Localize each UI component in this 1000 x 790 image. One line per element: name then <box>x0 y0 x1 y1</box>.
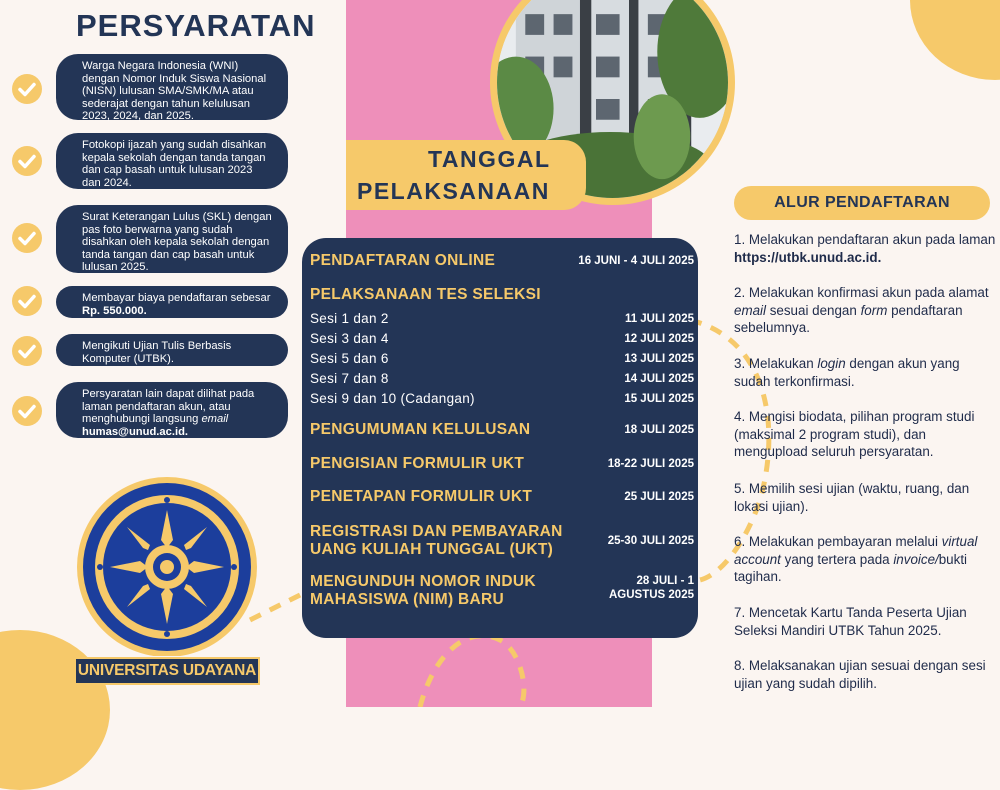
schedule-title-line2: PELAKSANAAN <box>357 178 550 204</box>
flow-title: ALUR PENDAFTARAN <box>734 186 990 220</box>
check-icon <box>12 74 42 104</box>
check-icon <box>12 336 42 366</box>
schedule-row-date: 15 JULI 2025 <box>624 393 694 405</box>
flow-step: 8. Melaksanakan ujian sesuai dengan sesi ujian yang sudah dipilih. <box>734 658 986 691</box>
requirement-text: Persyaratan lain dapat dilihat pada laman pendaftaran akun, atau menghubungi langsung email humas@unud.ac.id. <box>56 382 288 438</box>
schedule-row-label: MENGUNDUH NOMOR INDUK MAHASISWA (NIM) BARU <box>310 573 536 608</box>
requirement-text: Fotokopi ijazah yang sudah disahkan kepala sekolah dengan tanda tangan dan cap basah untuk lulusan 2023 dan 2024. <box>56 133 288 189</box>
schedule-row-label: PENETAPAN FORMULIR UKT <box>310 488 533 505</box>
registration-fee: Rp. 550.000. <box>82 304 147 317</box>
schedule-row-label: PENGUMUMAN KELULUSAN <box>310 421 531 438</box>
requirement-text: Mengikuti Ujian Tulis Berbasis Komputer (UTBK). <box>56 334 288 366</box>
flow-step: 7. Mencetak Kartu Tanda Peserta Ujian Seleksi Mandiri UTBK Tahun 2025. <box>734 605 967 638</box>
requirement-text: Surat Keterangan Lulus (SKL) dengan pas foto berwarna yang sudah disahkan oleh kepala sekolah dengan tanda tangan dan cap basah untuk lulusan 2025. <box>56 205 288 273</box>
schedule-row-date: 12 JULI 2025 <box>624 333 694 345</box>
flow-step: 4. Mengisi biodata, pilihan program studi (maksimal 2 program studi), dan mengupload seluruh persyaratan. <box>734 409 975 459</box>
check-icon <box>12 223 42 253</box>
flow-step: 5. Memilih sesi ujian (waktu, ruang, dan lokasi ujian). <box>734 481 970 514</box>
schedule-row-date: 14 JULI 2025 <box>624 373 694 385</box>
flow-step: 1. Melakukan pendaftaran akun pada laman https://utbk.unud.ac.id. <box>734 232 996 265</box>
schedule-row-date: 13 JULI 2025 <box>624 353 694 365</box>
check-icon <box>12 396 42 426</box>
requirements-title: PERSYARATAN <box>76 8 316 43</box>
schedule-row-label: Sesi 5 dan 6 <box>310 351 389 366</box>
flow-step: 2. Melakukan konfirmasi akun pada alamat email sesuai dengan form pendaftaran sebelumnya. <box>734 285 989 335</box>
check-icon <box>12 146 42 176</box>
schedule-row-label: Sesi 3 dan 4 <box>310 331 389 346</box>
schedule-row-date: 11 JULI 2025 <box>624 313 694 325</box>
schedule-row-label: Sesi 9 dan 10 (Cadangan) <box>310 391 475 406</box>
schedule-row-label: Sesi 7 dan 8 <box>310 371 389 386</box>
requirement-text: Warga Negara Indonesia (WNI) dengan Nomor Induk Siswa Nasional (NISN) lulusan SMA/SMK/MA atau sederajat dengan tahun kelulusan 2023, 2024, dan 2025. <box>56 54 288 120</box>
schedule-row-date: 25 JULI 2025 <box>624 491 694 503</box>
flow-step: 3. Melakukan login dengan akun yang sudah terkonfirmasi. <box>734 356 960 389</box>
schedule-row-date: 25-30 JULI 2025 <box>607 535 694 547</box>
schedule-row-label: PELAKSANAAN TES SELEKSI <box>310 286 541 303</box>
flow-step: 6. Melakukan pembayaran melalui virtual account yang tertera pada invoice/bukti tagihan. <box>734 534 978 584</box>
schedule-row-date: 28 JULI - 1 AGUSTUS 2025 <box>608 575 694 601</box>
schedule-title-line1: TANGGAL <box>428 146 551 172</box>
requirement-text: Membayar biaya pendaftaran sebesar Rp. 550.000. <box>56 286 288 318</box>
schedule-row-date: 18 JULI 2025 <box>624 424 694 436</box>
schedule-row-label: PENDAFTARAN ONLINE <box>310 252 496 269</box>
check-icon <box>12 286 42 316</box>
decorative-circle-top-right <box>910 0 1000 80</box>
universitas-udayana-logo <box>70 470 264 686</box>
logo-label: UNIVERSITAS UDAYANA <box>74 657 260 685</box>
schedule-row-date: 18-22 JULI 2025 <box>607 458 694 470</box>
udayana-emblem <box>70 470 264 656</box>
schedule-row-label: PENGISIAN FORMULIR UKT <box>310 455 525 472</box>
schedule-row-date: 16 JUNI - 4 JULI 2025 <box>578 255 694 267</box>
contact-email: humas@unud.ac.id. <box>82 425 189 438</box>
schedule-row-label: REGISTRASI DAN PEMBAYARAN UANG KULIAH TUNGGAL (UKT) <box>310 523 563 558</box>
schedule-row-label: Sesi 1 dan 2 <box>310 311 389 326</box>
email-word: email <box>201 413 229 426</box>
